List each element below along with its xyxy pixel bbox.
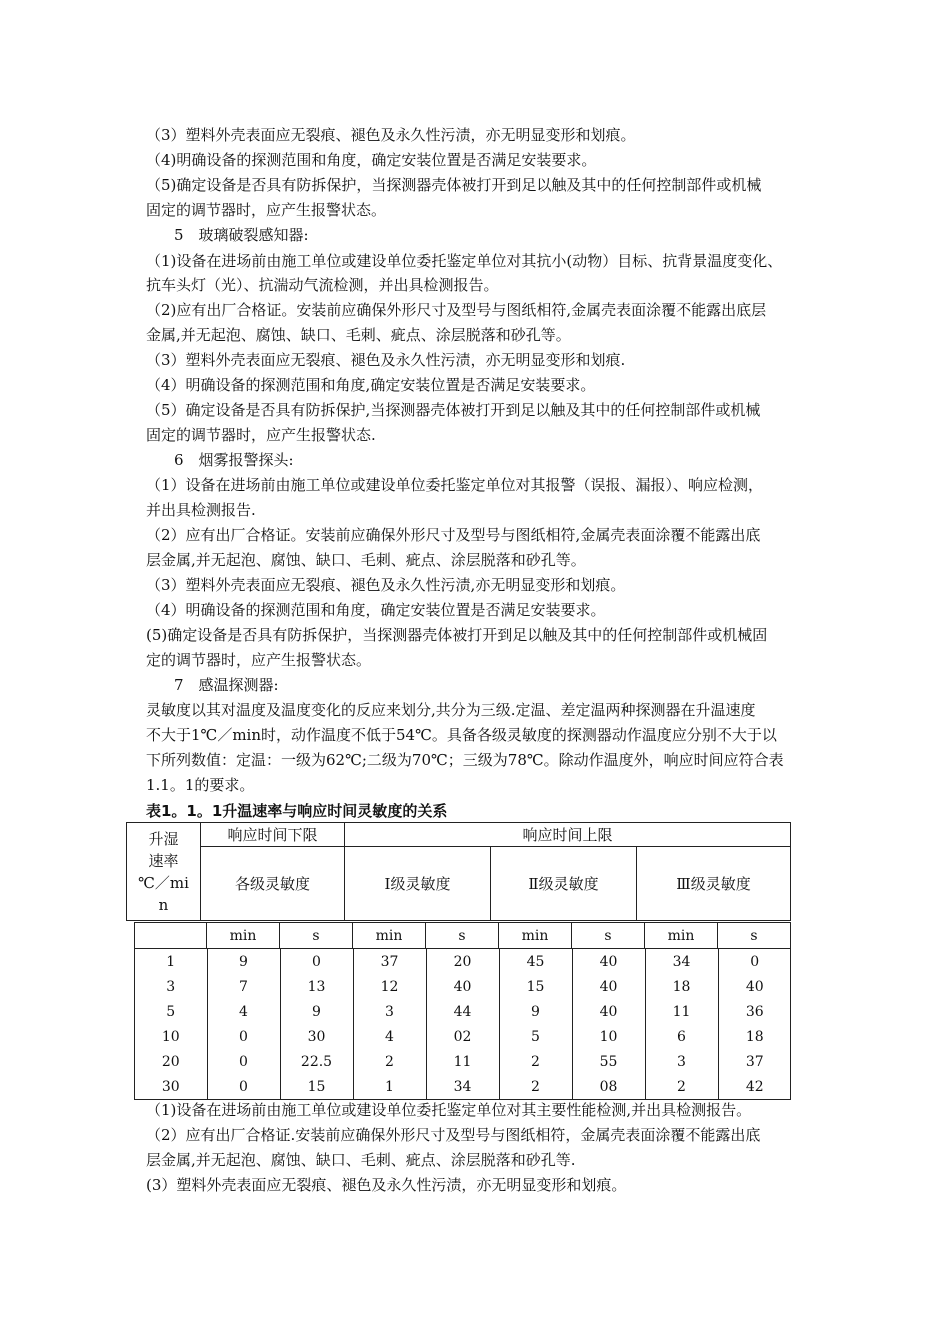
para-line: （2)应有出厂合格证。安装前应确保外形尺寸及型号与图纸相符,金属壳表面涂覆不能露出底层: [146, 301, 767, 319]
table-cell: 12: [353, 974, 426, 999]
table-cell: 08: [572, 1074, 645, 1099]
data-block: [135, 949, 791, 1100]
para-line: 不大于1℃／min时，动作温度不低于54℃。具备各级灵敏度的探测器动作温度应分别不大于以: [146, 726, 777, 744]
para-line: （2）应有出厂合格证.安装前应确保外形尺寸及型号与图纸相符，金属壳表面涂覆不能露出底: [146, 1126, 761, 1144]
level2-header: Ⅱ级灵敏度: [491, 847, 637, 921]
para-line: 灵敏度以其对温度及温度变化的反应来划分,共分为三级.定温、差定温两种探测器在升温速度: [146, 701, 756, 719]
table-cell: 10: [135, 1024, 207, 1049]
upper-limit-header: 响应时间上限: [345, 823, 791, 847]
table-cell: 2: [353, 1049, 426, 1074]
table-cell: 40: [572, 949, 645, 974]
each-level-header: 各级灵敏度: [201, 847, 345, 921]
rate-header-text: ℃／mi: [138, 873, 189, 892]
table-cell: 7: [207, 974, 280, 999]
para-line: 层金属,并无起泡、腐蚀、缺口、毛刺、疵点、涂层脱落和砂孔等.: [146, 1151, 576, 1169]
para-line: 固定的调节器时，应产生报警状态.: [146, 426, 376, 444]
table-cell: 0: [280, 949, 353, 974]
table-cell: 2: [645, 1074, 718, 1099]
rate-header-text: 升湿: [148, 829, 179, 848]
table-cell: 42: [718, 1074, 791, 1099]
table-cell: 1: [135, 949, 207, 974]
rate-header-text: 速率: [148, 851, 179, 870]
para-line: 固定的调节器时，应产生报警状态。: [146, 201, 387, 219]
table-cell: 44: [426, 999, 499, 1024]
unit-cell: min: [353, 923, 426, 949]
table-cell: 13: [280, 974, 353, 999]
table-cell: 5: [499, 1024, 572, 1049]
table-cell: 36: [718, 999, 791, 1024]
table-cell: 2: [499, 1049, 572, 1074]
table-cell: 4: [207, 999, 280, 1024]
table-body: [134, 922, 791, 1100]
table-cell: 9: [280, 999, 353, 1024]
para-line: （3）塑料外壳表面应无裂痕、褪色及永久性污渍,亦无明显变形和划痕。: [146, 576, 626, 594]
data-rows: [135, 949, 791, 1099]
table-cell: 30: [280, 1024, 353, 1049]
rate-header-text: n: [158, 895, 169, 914]
rate-header-cell: [127, 823, 201, 921]
table-cell: 15: [499, 974, 572, 999]
table-cell: 34: [645, 949, 718, 974]
table-cell: 37: [353, 949, 426, 974]
unit-cell: s: [280, 923, 353, 949]
para-line: （1)设备在进场前由施工单位或建设单位委托鉴定单位对其抗小(动物）目标、抗背景温度变化、: [146, 252, 783, 270]
para-line: 并出具检测报告.: [146, 501, 256, 519]
table-cell: 5: [135, 999, 207, 1024]
table-cell: 40: [426, 974, 499, 999]
level1-header: Ⅰ级灵敏度: [345, 847, 491, 921]
para-line: 下所列数值：定温：一级为62℃;二级为70℃；三级为78℃。除动作温度外，响应时间应符合表: [146, 751, 784, 769]
table-row: [135, 974, 791, 999]
table-cell: 3: [645, 1049, 718, 1074]
table-cell: 20: [426, 949, 499, 974]
unit-cell: min: [207, 923, 280, 949]
table-cell: 0: [207, 1049, 280, 1074]
table-cell: 10: [572, 1024, 645, 1049]
table-row: [135, 999, 791, 1024]
table-cell: 40: [572, 999, 645, 1024]
para-line: 1.1。1的要求。: [146, 776, 255, 794]
table-row: [135, 1024, 791, 1049]
table-cell: 4: [353, 1024, 426, 1049]
para-line: (3）塑料外壳表面应无裂痕、褪色及永久性污渍，亦无明显变形和划痕。: [146, 1176, 627, 1194]
unit-cell: [135, 923, 207, 949]
table-cell: 40: [572, 974, 645, 999]
table-cell: 6: [645, 1024, 718, 1049]
table-cell: 30: [135, 1074, 207, 1099]
table-cell: 22.5: [280, 1049, 353, 1074]
para-line: （4)明确设备的探测范围和角度，确定安装位置是否满足安装要求。: [146, 151, 597, 169]
table-cell: 3: [135, 974, 207, 999]
table-cell: 11: [426, 1049, 499, 1074]
para-line: (5)确定设备是否具有防拆保护，当探测器壳体被打开到足以触及其中的任何控制部件或机械固: [146, 626, 768, 644]
table-cell: 18: [645, 974, 718, 999]
unit-cell: s: [426, 923, 499, 949]
para-line: （3）塑料外壳表面应无裂痕、褪色及永久性污渍，亦无明显变形和划痕。: [146, 126, 636, 144]
table-caption: 表1。1。1升温速率与响应时间灵敏度的关系: [146, 802, 448, 820]
table-row: [135, 1049, 791, 1074]
units-row: [135, 923, 791, 949]
para-line: 金属,并无起泡、腐蚀、缺口、毛刺、疵点、涂层脱落和砂孔等。: [146, 326, 571, 344]
para-line: （2）应有出厂合格证。安装前应确保外形尺寸及型号与图纸相符,金属壳表面涂覆不能露出底: [146, 526, 761, 544]
para-line: （3）塑料外壳表面应无裂痕、褪色及永久性污渍，亦无明显变形和划痕.: [146, 351, 626, 369]
level3-header: Ⅲ级灵敏度: [637, 847, 791, 921]
para-line: （4）明确设备的探测范围和角度,确定安装位置是否满足安装要求。: [146, 376, 596, 394]
table-cell: 15: [280, 1074, 353, 1099]
unit-cell: min: [645, 923, 718, 949]
table-cell: 37: [718, 1049, 791, 1074]
table-cell: 02: [426, 1024, 499, 1049]
para-line: （4）明确设备的探测范围和角度，确定安装位置是否满足安装要求。: [146, 601, 606, 619]
table-cell: 1: [353, 1074, 426, 1099]
para-line: 定的调节器时，应产生报警状态。: [146, 651, 372, 669]
unit-cell: s: [718, 923, 791, 949]
table-cell: 0: [718, 949, 791, 974]
table-cell: 18: [718, 1024, 791, 1049]
table-cell: 20: [135, 1049, 207, 1074]
lower-limit-header: 响应时间下限: [201, 823, 345, 847]
table-cell: 2: [499, 1074, 572, 1099]
table-row: [135, 1074, 791, 1099]
table-cell: 11: [645, 999, 718, 1024]
para-line: （1)设备在进场前由施工单位或建设单位委托鉴定单位对其主要性能检测,并出具检测报告。: [146, 1101, 752, 1119]
table-cell: 9: [499, 999, 572, 1024]
section-heading: 7 感温探测器:: [174, 676, 279, 694]
unit-cell: s: [572, 923, 645, 949]
table-cell: 45: [499, 949, 572, 974]
table-cell: 0: [207, 1074, 280, 1099]
table-header: [126, 822, 791, 921]
para-line: （5）确定设备是否具有防拆保护,当探测器壳体被打开到足以触及其中的任何控制部件或机械: [146, 401, 761, 419]
para-line: （5)确定设备是否具有防拆保护，当探测器壳体被打开到足以触及其中的任何控制部件或机械: [146, 176, 762, 194]
unit-cell: min: [499, 923, 572, 949]
table-row: [135, 949, 791, 974]
table-cell: 9: [207, 949, 280, 974]
table-cell: 40: [718, 974, 791, 999]
para-line: 层金属,并无起泡、腐蚀、缺口、毛刺、疵点、涂层脱落和砂孔等。: [146, 551, 586, 569]
section-heading: 6 烟雾报警探头:: [174, 451, 294, 469]
section-heading: 5 玻璃破裂感知器:: [174, 226, 309, 244]
table-cell: 3: [353, 999, 426, 1024]
table-cell: 55: [572, 1049, 645, 1074]
para-line: （1）设备在进场前由施工单位或建设单位委托鉴定单位对其报警（误报、漏报）、响应检测，: [146, 476, 764, 494]
table-cell: 0: [207, 1024, 280, 1049]
para-line: 抗车头灯（光）、抗湍动气流检测，并出具检测报告。: [146, 276, 499, 294]
table-cell: 34: [426, 1074, 499, 1099]
